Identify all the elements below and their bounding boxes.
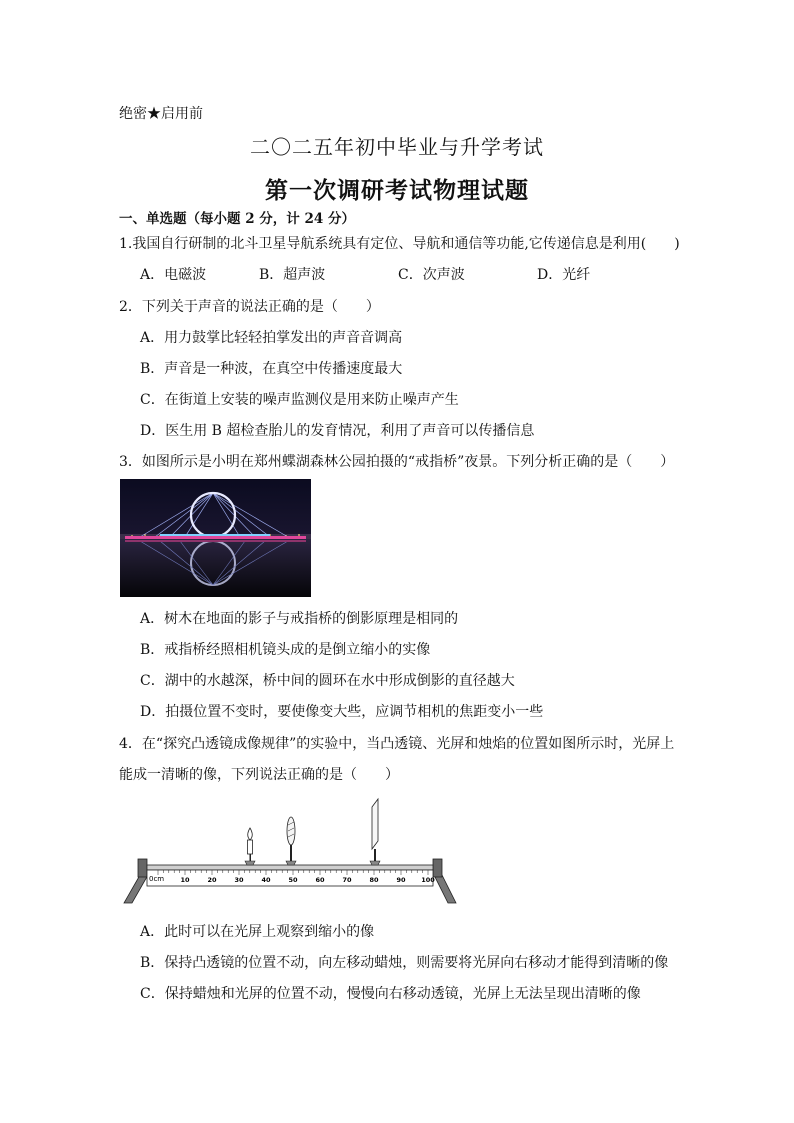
candle <box>245 828 255 865</box>
left-end-post <box>138 859 147 877</box>
scale-tick-label: 90 <box>396 876 406 884</box>
optical-bench-svg <box>122 795 458 907</box>
scale-tick-label: 30 <box>234 876 244 884</box>
question-2-stem: 2．下列关于声音的说法正确的是（ ） <box>119 299 380 315</box>
question-2-option-c: C．在街道上安装的噪声监测仪是用来防止噪声产生 <box>140 392 459 408</box>
left-leg <box>124 875 148 903</box>
question-2-option-b: B．声音是一种波，在真空中传播速度最大 <box>140 361 403 377</box>
question-3-option-c: C．湖中的水越深，桥中间的圆环在水中形成倒影的直径越大 <box>140 673 515 689</box>
right-leg <box>434 875 456 903</box>
scale-tick-label: 70 <box>342 876 352 884</box>
right-end-post <box>433 859 442 877</box>
scale-tick-label: 100 <box>421 876 435 884</box>
scale-tick-label: 50 <box>288 876 298 884</box>
scale-tick-label: 20 <box>207 876 217 884</box>
question-3-option-a: A．树木在地面的影子与戒指桥的倒影原理是相同的 <box>140 611 459 627</box>
paper-title: 第一次调研考试物理试题 <box>265 177 529 204</box>
ring-bridge-night-photo <box>120 479 311 597</box>
bench-rail-top <box>147 865 433 870</box>
question-2-option-a: A．用力鼓掌比轻轻拍掌发出的声音音调高 <box>140 330 403 346</box>
exam-title: 二〇二五年初中毕业与升学考试 <box>250 135 544 159</box>
question-1-option-c: C．次声波 <box>398 267 465 283</box>
optical-bench-diagram <box>122 795 458 907</box>
question-4-option-c: C．保持蜡烛和光屏的位置不动，慢慢向右移动透镜，光屏上无法呈现出清晰的像 <box>140 986 641 1002</box>
question-1-option-d: D．光纤 <box>537 267 591 283</box>
question-4-stem-line-1: 4．在“探究凸透镜成像规律”的实验中，当凸透镜、光屏和烛焰的位置如图所示时，光屏上 <box>119 736 675 752</box>
confidential-mark: 绝密★启用前 <box>119 106 203 122</box>
scale-tick-label: 60 <box>315 876 325 884</box>
scale-tick-label: 40 <box>261 876 271 884</box>
section-heading: 一、单选题（每小题 2 分，计 24 分） <box>119 211 355 227</box>
question-4-option-b: B．保持凸透镜的位置不动，向左移动蜡烛，则需要将光屏向右移动才能得到清晰的像 <box>140 955 669 971</box>
scale-tick-label: 80 <box>369 876 379 884</box>
question-4-stem-line-2: 能成一清晰的像，下列说法正确的是（ ） <box>119 767 399 783</box>
question-2-option-d: D．医生用 B 超检查胎儿的发育情况，利用了声音可以传播信息 <box>140 423 535 439</box>
scale-unit-label: 0cm <box>149 875 165 883</box>
question-4-option-a: A．此时可以在光屏上观察到缩小的像 <box>140 924 375 940</box>
question-3-option-b: B．戒指桥经照相机镜头成的是倒立缩小的实像 <box>140 642 431 658</box>
scale-tick-label: 10 <box>180 876 190 884</box>
question-3-option-d: D．拍摄位置不变时，要使像变大些，应调节相机的焦距变小一些 <box>140 704 544 720</box>
ring-bridge-illustration <box>120 479 311 597</box>
question-1-stem: 1.我国自行研制的北斗卫星导航系统具有定位、导航和通信等功能,它传递信息是利用( ) <box>119 236 680 252</box>
light-screen <box>370 799 380 865</box>
question-1-option-b: B．超声波 <box>259 267 326 283</box>
question-1-option-a: A．电磁波 <box>140 267 207 283</box>
question-3-stem: 3．如图所示是小明在郑州蝶湖森林公园拍摄的“戒指桥”夜景。下列分析正确的是（ ） <box>119 454 675 470</box>
convex-lens <box>286 817 296 865</box>
